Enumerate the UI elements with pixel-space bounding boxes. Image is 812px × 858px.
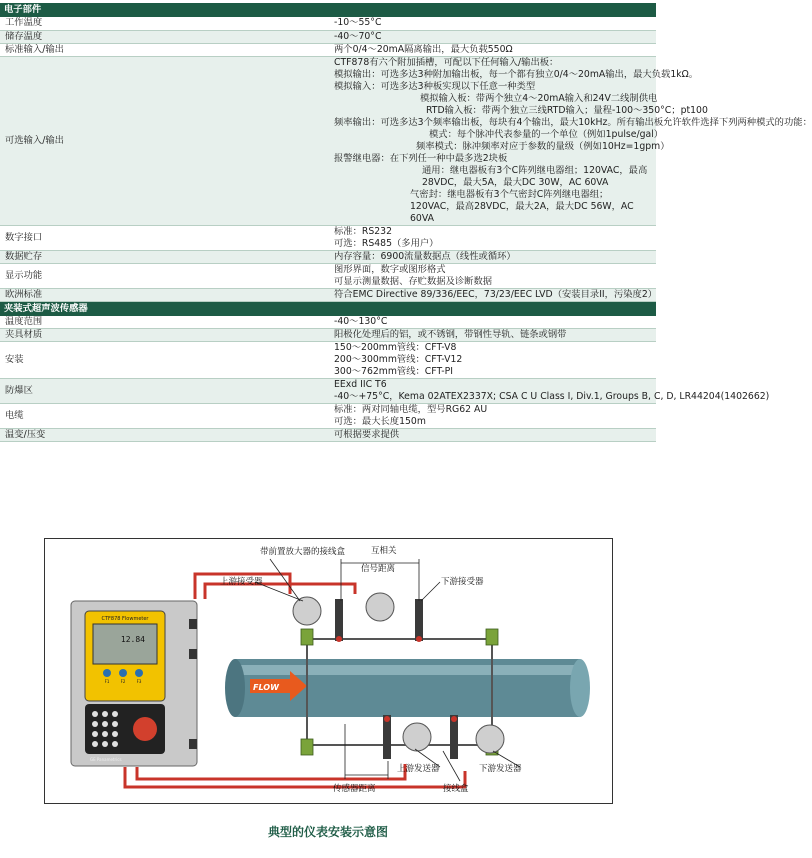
label-digital: 数字接口 (0, 225, 328, 250)
flow-label: FLOW (253, 683, 279, 692)
spec-table (0, 3, 812, 442)
downstream-receiver (366, 593, 423, 642)
f1-key (103, 669, 111, 677)
row-display (0, 263, 656, 288)
row-storage (0, 250, 656, 263)
installation-diagram (44, 538, 613, 804)
value-display (328, 263, 656, 288)
label-signal-dist: 信号距离 (361, 564, 396, 574)
label-std-io: 标准输入/输出 (0, 43, 328, 56)
transmitter-mark (451, 716, 457, 722)
row-digital (0, 225, 656, 250)
upstream-transmitter (383, 715, 431, 759)
install-line: 150～200mm管线：CFT-V8 (334, 342, 457, 353)
f2-label: F2 (120, 679, 126, 684)
meter-model: CTF878 Flowmeter (101, 616, 149, 622)
f2-key (119, 669, 127, 677)
label-install: 安装 (0, 342, 328, 379)
brand-label: GE Panametrics (90, 757, 122, 762)
row-store-temp (0, 30, 656, 43)
label-cable: 电缆 (0, 404, 328, 429)
row-std-io (0, 43, 656, 56)
opt-io-line: 通用：继电器板有3个C阵列继电器组；120VAC，最高28VDC，最大5A，最大DC 30W，AC 60VA (422, 164, 648, 188)
label-up-receiver: 上游接受器 (220, 577, 263, 587)
f3-key (135, 669, 143, 677)
digital-line: 标准：RS232 (334, 225, 392, 237)
opt-io-line: RTD输入板：带两个独立三线RTD输入；量程-100～350°C；pt100 (426, 104, 708, 116)
f3-label: F3 (136, 679, 142, 684)
label-tp: 温变/压变 (0, 429, 328, 442)
value-tp: 可根据要求提供 (328, 429, 656, 442)
transmitter-housing (476, 725, 504, 753)
row-op-temp (0, 17, 656, 30)
row-cable (0, 404, 656, 429)
opt-io-line: 模拟输出：可选多达3种附加输出板，每一个都有独立0/4～20mA输出，最大负载1kΩ。 (334, 68, 699, 80)
label-fixture: 夹具材质 (0, 329, 328, 342)
installation-diagram-svg (45, 539, 612, 803)
label-preamp-box: 带前置放大器的接线盒 (260, 547, 346, 557)
opt-io-line: 气密封：继电器板有3个气密封C阵列继电器组；120VAC，最高28VDC，最大2A，最大DC 56W，AC 60VA (410, 188, 634, 224)
receiver-mark (416, 636, 422, 642)
row-temp-range (0, 316, 656, 329)
value-opt-io (328, 56, 812, 225)
cable-line: 标准：两对同轴电缆，型号RG62 AU (334, 404, 488, 415)
explosion-line: EExd IIC T6 (334, 379, 387, 390)
display-line: 可显示测量数据、存贮数据及诊断数据 (334, 275, 493, 287)
row-install (0, 342, 656, 379)
row-fixture (0, 329, 656, 342)
figure-caption: 典型的仪表安装示意图 (267, 825, 388, 839)
f1-label: F1 (104, 679, 110, 684)
section-header-clamp: 夹装式超声波传感器 (0, 301, 656, 316)
pipe-end-left (225, 659, 245, 717)
conduit-fitting (189, 739, 197, 749)
opt-io-line: 频率输出：可选多达3个频率输出板，每块有4个输出，最大10kHz。所有输出板允许软件选择下列两种模式的功能： (334, 116, 812, 128)
meter-screen (93, 624, 157, 664)
conduit-fitting (189, 649, 197, 659)
value-digital (328, 225, 656, 250)
meter-screen-value: 12.84 (120, 635, 145, 644)
label-op-temp: 工作温度 (0, 17, 328, 30)
row-explosion (0, 379, 656, 404)
value-temp-range: -40～130°C (328, 316, 656, 329)
label-eu: 欧洲标准 (0, 288, 328, 301)
value-store-temp: -40～70°C (328, 30, 656, 43)
opt-io-line: CTF878有六个附加插槽，可配以下任何输入/输出板： (334, 56, 559, 68)
value-std-io: 两个0/4～20mA隔离输出，最大负载550Ω (328, 43, 656, 56)
receiver-post (335, 599, 343, 641)
flowmeter-unit (71, 601, 197, 766)
receiver-housing (366, 593, 394, 621)
opt-io-line: 报警继电器：在下列任一种中最多选2块板 (334, 152, 508, 164)
opt-io-line: 频率模式：脉冲频率对应于参数的量级（例如10Hz=1gpm） (416, 140, 670, 152)
leader-preamp (270, 559, 300, 601)
label-opt-io: 可选输入/输出 (0, 56, 328, 225)
receiver-mark (336, 636, 342, 642)
value-storage: 内存容量：6900流量数据点（线性或循环） (328, 250, 656, 263)
pipe-end-right (570, 659, 590, 717)
opt-io-line: 模拟输入：可选多达3种板实现以下任意一种类型 (334, 80, 536, 92)
label-display: 显示功能 (0, 263, 328, 288)
value-op-temp: -10～55°C (328, 17, 656, 30)
label-store-temp: 储存温度 (0, 30, 328, 43)
label-sensor-dist: 传感器距离 (333, 784, 376, 794)
value-eu: 符合EMC Directive 89/336/EEC，73/23/EEC LVD（安装目录II，污染度2） (328, 288, 656, 301)
receiver-housing (293, 597, 321, 625)
explosion-line: -40～+75°C，Kema 02ATEX2337X; CSA C U Class I, Div.1, Groups B, C, D, LR44204(1402662) (334, 391, 770, 402)
label-down-receiver: 下游接受器 (441, 577, 484, 587)
label-junction: 接线盒 (443, 784, 469, 794)
digital-line: 可选：RS485（多用户） (334, 237, 439, 249)
value-explosion (328, 379, 770, 404)
row-eu (0, 288, 656, 301)
label-explosion: 防爆区 (0, 379, 328, 404)
upstream-receiver (293, 597, 343, 642)
row-tp (0, 429, 656, 442)
label-storage: 数据贮存 (0, 250, 328, 263)
label-down-transmitter: 下游发送器 (479, 764, 522, 774)
display-line: 图形界面，数字或图形格式 (334, 263, 446, 275)
label-temp-range: 温度范围 (0, 316, 328, 329)
conduit-fitting (189, 619, 197, 629)
pipe-highlight (235, 665, 580, 675)
opt-io-line: 模拟输入板：带两个独立4～20mA输入和24V二线制供电 (420, 92, 658, 104)
receiver-post (415, 599, 423, 641)
row-opt-io (0, 56, 656, 225)
cable-line: 可选：最大长度150m (334, 416, 426, 427)
install-line: 200～300mm管线：CFT-V12 (334, 354, 463, 365)
leader-down-receiver (421, 582, 440, 601)
value-install (328, 342, 656, 379)
label-mutual: 互相关 (371, 546, 397, 556)
value-cable (328, 404, 656, 429)
install-line: 300～762mm管线：CFT-PI (334, 366, 453, 377)
transmitter-mark (384, 716, 390, 722)
navigation-pad (133, 717, 157, 741)
label-up-transmitter: 上游发送器 (397, 764, 440, 774)
section-header-electronics: 电子部件 (0, 3, 656, 17)
transmitter-housing (403, 723, 431, 751)
value-fixture: 阳极化处理后的铝，或不锈钢，带钢性导轨、链条或钢带 (328, 329, 656, 342)
opt-io-line: 模式：每个脉冲代表参量的一个单位（例如1pulse/gal） (429, 128, 664, 140)
